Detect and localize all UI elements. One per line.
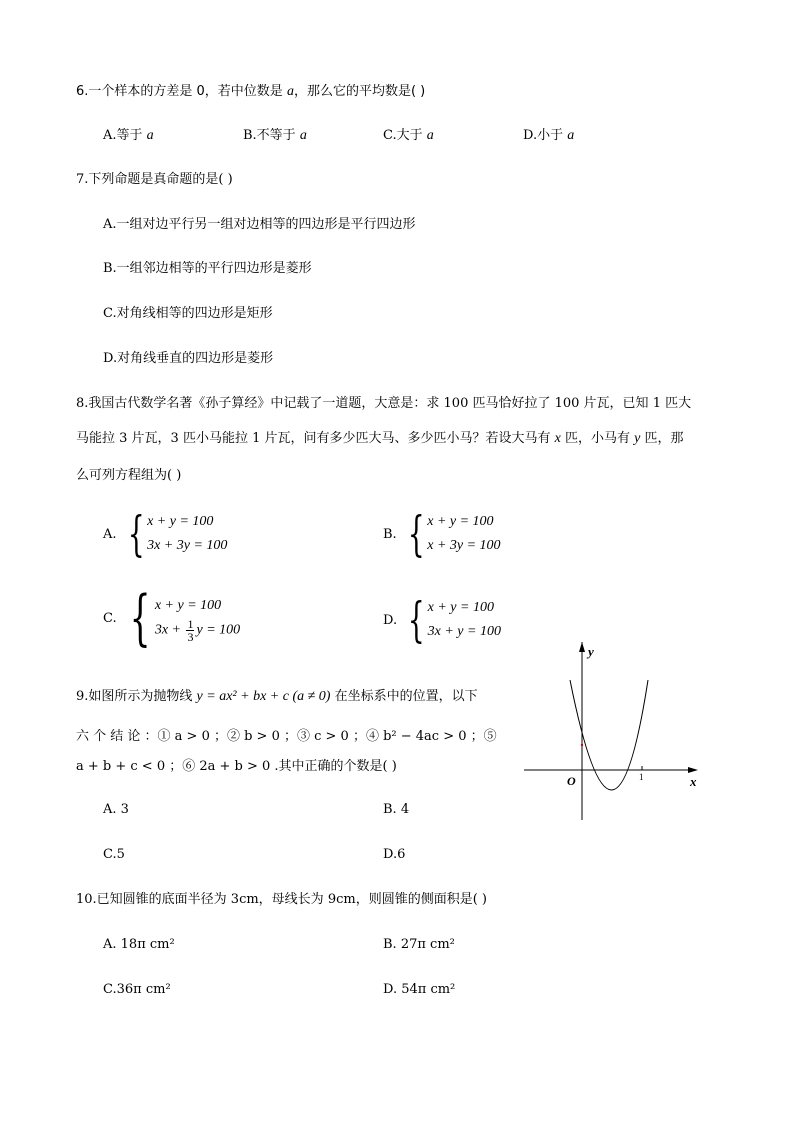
q10-option-c: C.36π cm² <box>103 982 171 997</box>
q6-stem-part2: ，那么它的平均数是( ) <box>293 84 426 99</box>
q7-option-b: B.一组邻边相等的平行四边形是菱形 <box>103 261 312 276</box>
question-9-line2: 六 个 结 论 ：① a > 0 ；② b > 0 ；③ c > 0 ；④ b² − 4ac > 0 ；⑤ <box>76 729 497 744</box>
q10-option-a: A. 18π cm² <box>103 937 175 952</box>
q6-option-a: A.等于 a <box>103 128 154 143</box>
y-axis-label: y <box>588 644 594 659</box>
q6-option-d: D.小于 a <box>523 128 575 143</box>
fraction-one-third: $\frac{1}{3}$ <box>187 616 194 644</box>
parabola-graph <box>522 640 702 822</box>
q10-option-d: D. 54π cm² <box>383 982 456 997</box>
q8-option-a: A. { x + y = 100 3x + 3y = 100 <box>103 506 228 562</box>
q8-var-x: x <box>554 431 561 446</box>
q9-option-d: D.6 <box>383 847 406 862</box>
q6-option-b: B.不等于 a <box>243 128 307 143</box>
origin-label: O <box>567 774 576 788</box>
question-8-line2: 马能拉 3 片瓦，3 匹小马能拉 1 片瓦，问有多少匹大马、多少匹小马？若设大马有 x 匹，小马有 y 匹，那 <box>76 431 684 446</box>
q7-option-a: A.一组对边平行另一组对边相等的四边形是平行四边形 <box>103 217 416 232</box>
brace-icon: { <box>407 506 425 562</box>
q9-option-b: B. 4 <box>383 802 410 817</box>
q8-option-b: B. { x + y = 100 x + 3y = 100 <box>383 506 501 562</box>
x-axis-label: x <box>690 774 697 789</box>
question-7-stem: 7.下列命题是真命题的是( ) <box>76 172 233 187</box>
question-8-line3: 么可列方程组为( ) <box>76 468 182 483</box>
y-intercept-point <box>581 744 583 746</box>
y-axis-arrow-icon <box>579 642 585 652</box>
question-9-line1: 9.如图所示为抛物线 y = ax² + bx + c (a ≠ 0) 在坐标系中的位置，以下 <box>76 689 478 704</box>
q8-option-d: D. { x + y = 100 3x + y = 100 <box>383 592 501 648</box>
q6-var-a: a <box>286 84 294 99</box>
question-8-line1: 8.我国古代数学名著《孙子算经》中记载了一道题，大意是：求 100 匹马恰好拉了 100 片瓦，已知 1 匹大 <box>76 396 692 411</box>
q9-option-a: A. 3 <box>103 802 129 817</box>
brace-icon: { <box>129 583 151 653</box>
question-9-line3: a + b + c < 0 ；⑥ 2a + b > 0 .其中正确的个数是( ) <box>76 759 397 774</box>
tick-label-1: 1 <box>639 772 644 782</box>
x-axis-arrow-icon <box>688 767 698 773</box>
q7-option-c: C.对角线相等的四边形是矩形 <box>103 306 273 321</box>
q6-option-c: C.大于 a <box>383 128 434 143</box>
brace-icon: { <box>407 592 425 648</box>
q8-option-c: C. { x + y = 100 3x + $\frac{1}{3}$ y = 100 <box>103 583 241 653</box>
question-10-stem: 10.已知圆锥的底面半径为 3cm，母线长为 9cm，则圆锥的侧面积是( ) <box>76 892 487 907</box>
brace-icon: { <box>127 506 145 562</box>
q6-stem-part1: 6.一个样本的方差是 0，若中位数是 <box>76 84 287 99</box>
q10-option-b: B. 27π cm² <box>383 937 455 952</box>
q9-option-c: C.5 <box>103 847 125 862</box>
question-6-stem <box>76 82 425 102</box>
q9-parabola-equation: y = ax² + bx + c (a ≠ 0) <box>196 689 331 704</box>
q7-option-d: D.对角线垂直的四边形是菱形 <box>103 351 274 366</box>
q8-var-y: y <box>634 431 641 446</box>
